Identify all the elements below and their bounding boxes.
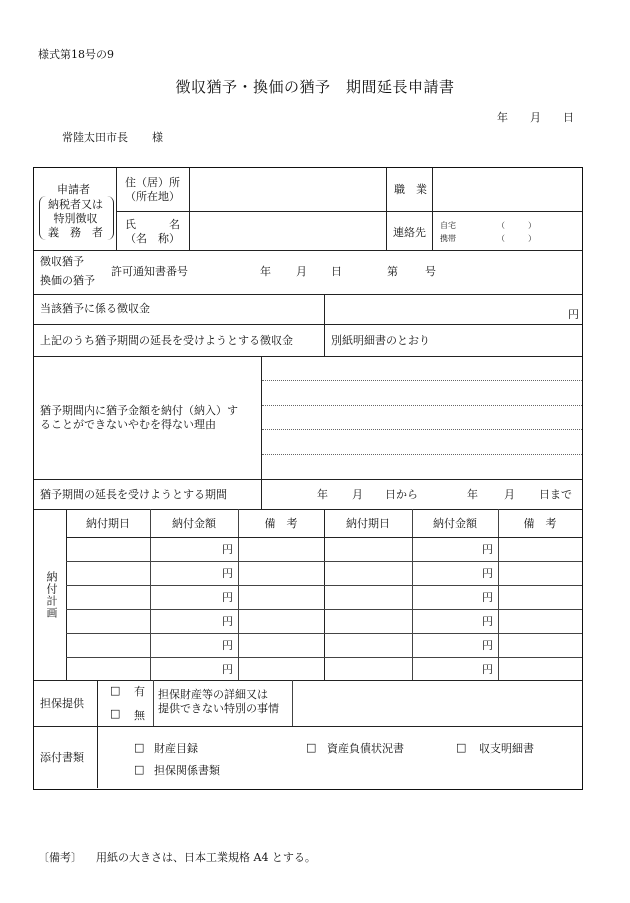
- applicant-label: 申請者: [57, 183, 90, 196]
- plan-amount-yen: 円: [482, 615, 493, 628]
- page-title: 徴収猶予・換価の猶予 期間延長申請書: [175, 78, 455, 96]
- plan-amount-yen: 円: [222, 591, 233, 604]
- plan-date-cell-right[interactable]: [324, 561, 412, 585]
- payment-plan-label: 納付計画: [45, 571, 58, 619]
- collateral-no-checkbox[interactable]: □: [110, 707, 121, 720]
- attach-collateral-docs: 担保関係書類: [154, 764, 220, 777]
- plan-amount-cell-left[interactable]: [150, 609, 238, 633]
- reason-label-sub: ることができないやむを得ない理由: [40, 418, 216, 431]
- period-from-month: 月: [352, 488, 363, 501]
- address-label-sub: （所在地）: [125, 190, 180, 203]
- plan-date-cell-left[interactable]: [66, 633, 150, 657]
- permit-day: 日: [331, 265, 342, 278]
- header-amount-2: 納付金額: [433, 517, 477, 530]
- plan-amount-cell-right[interactable]: [412, 585, 498, 609]
- address-label: 住（居）所: [125, 176, 180, 189]
- occupation-field[interactable]: [435, 170, 580, 208]
- collateral-detail-field[interactable]: [295, 682, 580, 724]
- mobile-paren-close: ）: [528, 234, 536, 243]
- plan-remarks-cell-right[interactable]: [498, 633, 582, 657]
- related-amount-label: 当該猶予に係る徴収金: [40, 302, 150, 315]
- name-label: 氏 名: [125, 218, 180, 231]
- collateral-yes-checkbox[interactable]: □: [110, 684, 121, 697]
- related-amount-field[interactable]: [327, 296, 567, 322]
- collateral-yes-label: 有: [134, 685, 145, 698]
- contact-label: 連絡先: [393, 226, 426, 239]
- plan-remarks-cell-right[interactable]: [498, 609, 582, 633]
- attach-checkbox-balance-sheet[interactable]: □: [306, 741, 317, 754]
- header-remarks-1: 備 考: [264, 517, 298, 530]
- plan-amount-cell-right[interactable]: [412, 561, 498, 585]
- permit-number-field[interactable]: [234, 254, 454, 290]
- date-day: 日: [563, 111, 574, 124]
- collateral-label: 担保提供: [40, 697, 84, 710]
- plan-amount-cell-right[interactable]: [412, 609, 498, 633]
- applicant-type-line1: 納税者又は: [48, 198, 103, 211]
- applicant-type-line3: 義 務 者: [48, 226, 103, 239]
- reason-label: 猶予期間内に猶予金額を納付（納入）す: [40, 404, 238, 417]
- header-amount-1: 納付金額: [172, 517, 216, 530]
- plan-amount-yen: 円: [222, 615, 233, 628]
- plan-date-cell-left[interactable]: [66, 609, 150, 633]
- applicant-type-line2: 特別徴収: [53, 212, 98, 225]
- extension-amount-label: 上記のうち猶予期間の延長を受けようとする徴収金: [40, 334, 293, 347]
- plan-amount-cell-left[interactable]: [150, 537, 238, 561]
- attach-checkbox-collateral-docs[interactable]: □: [134, 763, 145, 776]
- header-due-date-1: 納付期日: [86, 517, 130, 530]
- extension-amount-value: 別紙明細書のとおり: [331, 334, 430, 347]
- plan-date-cell-right[interactable]: [324, 657, 412, 681]
- plan-amount-cell-left[interactable]: [150, 633, 238, 657]
- plan-remarks-cell-right[interactable]: [498, 585, 582, 609]
- name-field[interactable]: [192, 214, 382, 248]
- attach-balance-sheet: 資産負債状況書: [327, 742, 404, 755]
- plan-amount-yen: 円: [222, 567, 233, 580]
- plan-amount-cell-left[interactable]: [150, 585, 238, 609]
- plan-date-cell-left[interactable]: [66, 537, 150, 561]
- extension-period-label: 猶予期間の延長を受けようとする期間: [40, 488, 227, 501]
- home-phone-label: 自宅: [440, 221, 456, 230]
- period-from-year: 年: [317, 488, 328, 501]
- related-amount-yen: 円: [568, 308, 579, 321]
- footnote-label: 〔備考〕: [38, 851, 82, 864]
- plan-amount-yen: 円: [482, 663, 493, 676]
- plan-amount-yen: 円: [482, 591, 493, 604]
- plan-date-cell-left[interactable]: [66, 561, 150, 585]
- attach-income-statement: 収支明細書: [479, 742, 534, 755]
- plan-date-cell-right[interactable]: [324, 609, 412, 633]
- attach-checkbox-property-list[interactable]: □: [134, 741, 145, 754]
- home-paren-close: ）: [528, 221, 536, 230]
- plan-remarks-cell-left[interactable]: [238, 657, 324, 681]
- period-to-year: 年: [467, 488, 478, 501]
- plan-date-cell-right[interactable]: [324, 633, 412, 657]
- plan-remarks-cell-right[interactable]: [498, 561, 582, 585]
- plan-amount-cell-right[interactable]: [412, 657, 498, 681]
- application-form: [33, 167, 583, 790]
- period-to-day: 日まで: [539, 488, 572, 501]
- permit-dai: 第: [387, 265, 398, 278]
- form-number: 様式第18号の9: [38, 48, 114, 61]
- collateral-detail-label: 担保財産等の詳細又は: [158, 688, 268, 701]
- footnote-text: 用紙の大きさは、日本工業規格 A4 とする。: [96, 851, 316, 864]
- collateral-no-label: 無: [134, 709, 145, 722]
- date-year: 年: [497, 111, 508, 124]
- mobile-phone-label: 携帯: [440, 234, 456, 243]
- attach-checkbox-income-statement[interactable]: □: [456, 741, 467, 754]
- reason-field[interactable]: [264, 358, 580, 477]
- permit-year: 年: [260, 265, 271, 278]
- plan-amount-yen: 円: [222, 543, 233, 556]
- plan-date-cell-left[interactable]: [66, 585, 150, 609]
- plan-date-cell-right[interactable]: [324, 585, 412, 609]
- addressee: [62, 131, 163, 145]
- attach-property-list: 財産目録: [154, 742, 198, 755]
- header-remarks-2: 備 考: [523, 517, 557, 530]
- header-due-date-2: 納付期日: [346, 517, 390, 530]
- permit-number-label: 許可通知書番号: [111, 265, 188, 278]
- period-from-day: 日から: [385, 488, 418, 501]
- extension-period-field[interactable]: [264, 481, 580, 507]
- date-month: 月: [530, 111, 541, 124]
- plan-amount-yen: 円: [222, 663, 233, 676]
- plan-remarks-cell-right[interactable]: [498, 657, 582, 681]
- footnote: [38, 851, 316, 865]
- occupation-label: 職 業: [394, 183, 427, 196]
- plan-remarks-cell-left[interactable]: [238, 561, 324, 585]
- date-line: [497, 111, 574, 125]
- addressee-name: 常陸太田市長: [62, 131, 128, 144]
- plan-date-cell-left[interactable]: [66, 657, 150, 681]
- plan-remarks-cell-left[interactable]: [238, 585, 324, 609]
- collateral-detail-label-sub: 提供できない特別の事情: [158, 702, 279, 715]
- home-phone-field[interactable]: [504, 218, 526, 231]
- plan-remarks-cell-left[interactable]: [238, 609, 324, 633]
- mobile-phone-field[interactable]: [504, 231, 526, 244]
- plan-remarks-cell-left[interactable]: [238, 633, 324, 657]
- plan-amount-cell-left[interactable]: [150, 561, 238, 585]
- name-label-sub: （名 称）: [125, 232, 180, 245]
- plan-remarks-cell-right[interactable]: [498, 537, 582, 561]
- grace-type-label-sub: 換価の猶予: [40, 274, 95, 287]
- address-field[interactable]: [192, 170, 382, 208]
- permit-gou: 号: [425, 265, 436, 278]
- permit-month: 月: [296, 265, 307, 278]
- addressee-honorific: 様: [152, 131, 163, 144]
- plan-amount-cell-right[interactable]: [412, 633, 498, 657]
- plan-date-cell-right[interactable]: [324, 537, 412, 561]
- home-paren-open: （: [497, 221, 505, 230]
- plan-amount-yen: 円: [482, 639, 493, 652]
- plan-amount-yen: 円: [222, 639, 233, 652]
- plan-amount-cell-right[interactable]: [412, 537, 498, 561]
- period-to-month: 月: [504, 488, 515, 501]
- grace-type-label: 徴収猶予: [40, 255, 84, 268]
- plan-amount-yen: 円: [482, 543, 493, 556]
- mobile-paren-open: （: [497, 234, 505, 243]
- attachments-label: 添付書類: [40, 751, 84, 764]
- plan-amount-cell-left[interactable]: [150, 657, 238, 681]
- plan-amount-yen: 円: [482, 567, 493, 580]
- plan-remarks-cell-left[interactable]: [238, 537, 324, 561]
